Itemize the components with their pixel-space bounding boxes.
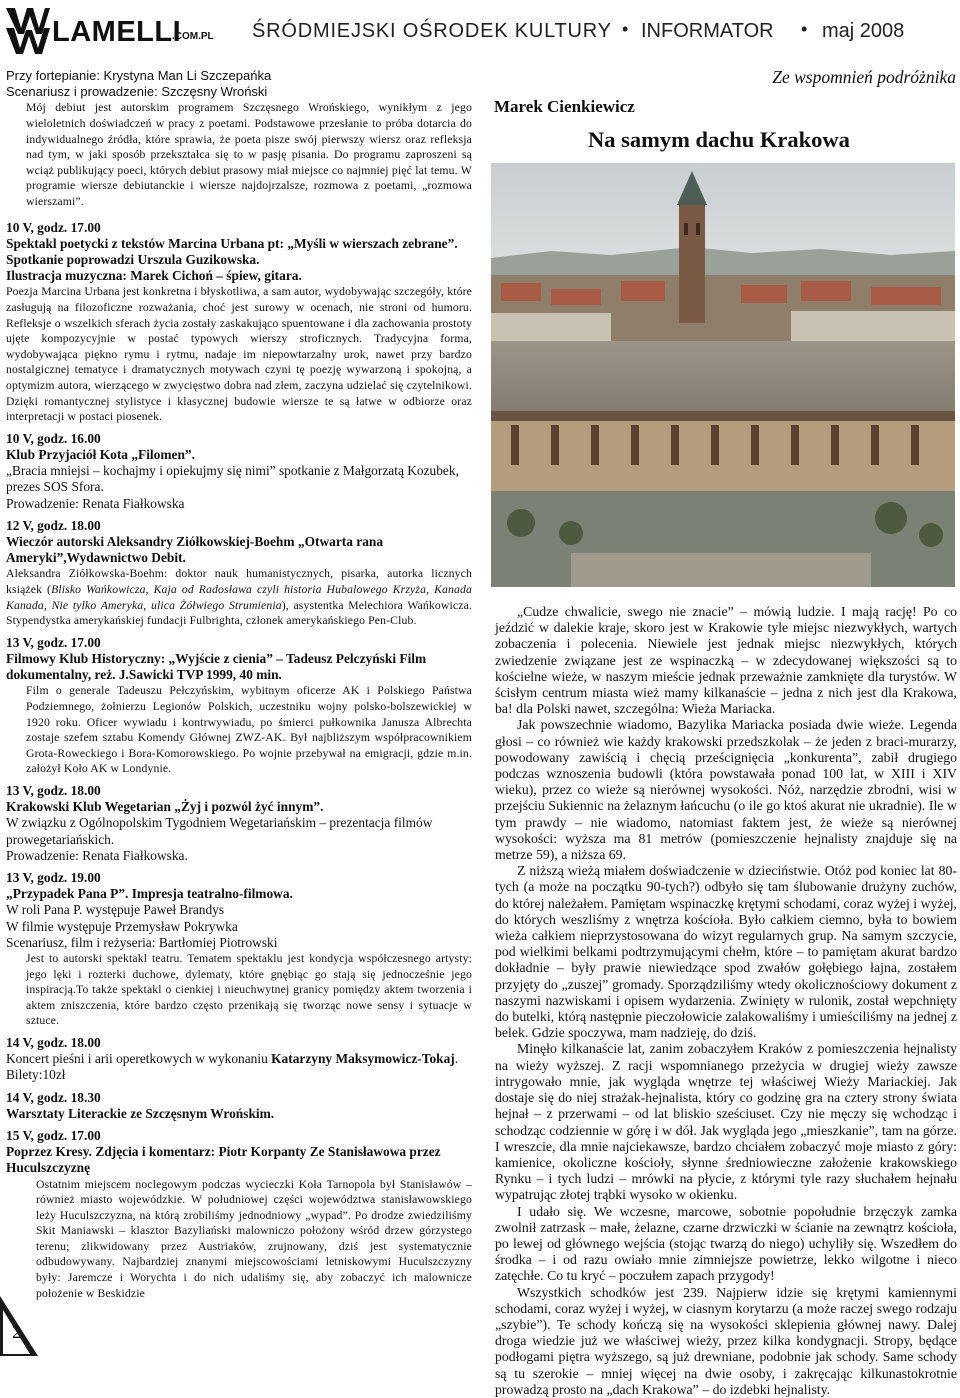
event-date: 14 V, godz. 18.00 (6, 1034, 101, 1050)
event-date: 13 V, godz. 18.00 (6, 782, 101, 798)
article-paragraph: „Cudze chwalicie, swego nie znacie” – mówią ludzie. I mają rację! Po co jeździć w dalekie kraje, skoro jest w Krakowie tyle miejsc niezwykłych, wartych zobaczenia i polecenia. Niewiele jest jednak miejsc niezwykłych, których zwiedzenie związane jest ze wspinaczką – w zdecydowanej większości są to kościelne wieże, w naszym mieście jednak przeważnie zamknięte dla turystów. W ścisłym centrum miasta wież mamy kilkanaście – jedna z nich jest dla Krakowa, ba! dla Polski nawet, szczególna: Wieża Mariacka. (495, 604, 957, 717)
event-date: 12 V, godz. 18.00 (6, 517, 101, 533)
lamelli-logo (6, 6, 224, 54)
event-cast: W filmie występuje Przemysław Pokrywka (6, 918, 238, 934)
event-title: Warsztaty Literackie ze Szczęsnym Wrońskim. (6, 1105, 275, 1121)
event-description: Aleksandra Ziółkowska-Boehm: doktor nauk humanistycznych, pisarka, autorka licznych książek (Blisko Wańkowicza, Kaja od Radosława czyli historia Hubalowego Krzyża, Kanada Kanada, Nie tylko Ameryka, ulica Żółwiego Strumienia), asystentka Melechiora Wańkowicza. Stypendystka amerykańskiej fundacji Fulbrighta, członek amerykańskiego Pen-Club. (6, 567, 472, 628)
issue-date: maj 2008 (822, 20, 905, 42)
event-description: W związku z Ogólnopolskim Tygodniem Wegetariańskim – prezentacja filmów prowegetariańskich. (6, 815, 433, 847)
event-date: 10 V, godz. 16.00 (6, 430, 101, 446)
event-title: „Przypadek Pana P”. Impresja teatralno-filmowa. (6, 886, 293, 902)
event-title: Krakowski Klub Wegetarian „Żyj i pozwól żyć innym”. (6, 799, 324, 815)
event-description: Ostatnim miejscem noclegowym podczas wycieczki Koła Tarnopola był Stanisławów – również miasto wojewódzkie. W południowej części województwa stanisławowskiego leży Huculszczyzna, na którą zrobiliśmy jednodniowy „wypad”. Po drodze zwiedziliśmy Skit Maniawski – klasztor Bazyliański malowniczo położony wśród drzew górzystego terenu; zlikwidowany przez Austriaków, zrujnowany, dziś jest systematycznie odbudowywany. Najbardziej znanymi miejscowościami letniskowymi Huculszczyzny były: Jaremcze i Worychta i do nich udaliśmy się, aby zobaczyć ich malownicze położenie w Beskidzie (36, 1177, 472, 1300)
event-date: 15 V, godz. 17.00 (6, 1127, 101, 1143)
event-date: 13 V, godz. 19.00 (6, 869, 101, 885)
event-description: „Bracia mniejsi – kochajmy i opiekujmy się nimi” spotkanie z Małgorzatą Kozubek, prezes SOS Sfora. (6, 463, 459, 495)
performer-name: Katarzyny Maksymowicz-Tokaj (271, 1051, 455, 1067)
publication-title: ŚRÓDMIEJSKI OŚRODEK KULTURY (252, 20, 612, 42)
event-music: Ilustracja muzyczna: Marek Cichoń – śpiew, gitara. (6, 268, 302, 284)
krakow-aerial-image (491, 163, 955, 587)
brand-domain: .COM.PL (172, 31, 214, 42)
event-host: Prowadzenie: Renata Fiałkowska. (6, 847, 188, 863)
header-separator: • (801, 19, 808, 39)
events-column (6, 68, 472, 1301)
event-title: Wieczór autorski Aleksandry Ziółkowskiej-Boehm „Otwarta rana Ameryki”,Wydawnictwo Debit. (6, 533, 384, 566)
event-description: Poezja Marcina Urbana jest konkretna i błyskotliwa, a sam autor, wydobywając szczegóły, które zasługują na filozoficzne rozważania, choć jest surowy w ocenach, nie stroni od humoru. Refleksje o wszelkich sferach życia zostały zaskakująco spuentowane i dla zachowania prostoty ujęte kompozycyjnie w postać typowych wierszy stroficznych. Tradycyjna forma, wydobywająca piękno rymu i rytmu, nadaje im niepowtarzalny urok, nawet przy bardzo nostalgicznej tematyce i dramatycznych motywach czyni tę poezję wywarzoną i spokojną, a optymizm autora, wierzącego w zwycięstwo dobra nad złem, zaczyna udzielać się czytelnikowi. Dzięki romantycznej stylistyce i klasycznej budowie wiersze te są łatwe w odbiorze oraz interpretacji w postaci piosenek. (6, 285, 472, 424)
article-title: Na samym dachu Krakowa (588, 127, 850, 152)
article-paragraph: Wszystkich schodków jest 239. Najpierw idzie się krętymi kamiennymi schodami, coraz wyżej i wyżej, w ciasnym korytarzu (a może raczej swego rodzaju „szybie”). Te schody kończą się na wysokości sklepienia głównej nawy. Dalej droga wiedzie już we właściwej wieży, przez kilka kondygnacji. Stropy, będące podłogami piętra wyższego, są już drewniane, podobnie jak schody. Same schody są tu szerokie – mniej więcej na dwie osoby, i zakręcając kilkunastokrotnie prowadzą prosto na „dach Krakowa” – do izdebki hejnalisty. (495, 1284, 957, 1397)
article-paragraph: Minęło kilkanaście lat, zanim zobaczyłem Kraków z pomieszczenia hejnalisty na wieży wyższej. Z racji wspomnianego przeżycia w drugiej wieży zawsze intrygowało mnie, jak wygląda wnętrze tej właściwej Wieży Mariackiej. Jak dostaje się do niej strażak-hejnalista, który co godzinę gra na cztery strony świata hejnał – z przerwami – od lat bliskio sześciuset. Czy nie męczy się wchodząc i schodząc codziennie w górę i w dół. Jak wygląda jego „mieszkanie”, tam na górze. I wreszcie, dla mnie najciekawsze, bardzo chciałem zobaczyć moje miasto z góry: kamienice, okoliczne kościoły, słynne średniowieczne założenie krakowskiego Rynku – i tych ludzi – mrówki na płycie, z którymi tyle razy słuchałem hejnału wypatrując złotej trąbki wysoko w okienku. (495, 1041, 957, 1203)
event-description: Film o generale Tadeuszu Pełczyńskim, wybitnym oficerze AK i Polskiego Państwa Podziemnego, żołnierzu Legionów Polskich, uczestniku wojny polsko-bolszewickiej w 1920 roku. Oficer wywiadu i kontrwywiadu, po śmierci pułkownika Janusza Albrechta zostaje szefem sztabu Komendy Głównej ZWZ-AK. Był najbliższym współpracownikiem Grota-Roweckiego i Bora-Komorowskiego. Po wojnie przebywał na emigracji, gdzie m.in. założył Koło AK w Londynie. (26, 684, 472, 776)
column-label: Ze wspomnień podróżnika (772, 67, 956, 87)
event-date: 10 V, godz. 17.00 (6, 219, 101, 235)
event-cast: W roli Pana P. występuje Paweł Brandys (6, 902, 225, 918)
intro-description: Mój debiut jest autorskim programem Szczęsnego Wrońskiego, wynikłym z jego wieloletnich doświadczeń w pracy z poetami. Podstawowe przesłanie to próba dotarcia do indywidualnego źródła, które sprawia, że poeta pisze swój pierwszy wiersz oraz refleksja nad tym, w jaki sposób przekształca się to w pasję pisania. Do programu zaproszeni są wciąż publikujący poeci, których debiut prasowy miał miejsce co najmniej pięć lat temu. W programie wiersze debiutanckie i wiersze najdojrzalsze, rozmowa z poetami, „rozmowa wierszami”. (26, 101, 472, 208)
article-paragraph: I udało się. We wczesne, marcowe, sobotnie popołudnie brzęczyk zamka zwolnił zatrzask – małe, żelazne, czarne drzwiczki w ścianie na zewnątrz kościoła, po lewej od głównego wejścia (stojąc twarzą do niego) uchyliły się. Wszedłem do środka – i od razu owiało mnie zimniejsze powietrze, lekko wilgotne i nieco zatęchłe. Co tu kryć – poczułem zapach przygody! (495, 1203, 957, 1284)
event-date: 13 V, godz. 17.00 (6, 634, 101, 650)
intro-script: Scenariusz i prowadzenie: Szczęsny Wroński (6, 84, 268, 100)
lamelli-w-icon (6, 6, 50, 54)
intro-piano: Przy fortepianie: Krystyna Man Li Szczepańka (6, 68, 272, 83)
brand-name: LAMELLI (52, 16, 182, 48)
event-date: 14 V, godz. 18.30 (6, 1089, 101, 1105)
page-number: 2 (12, 1322, 22, 1343)
page-number-block (0, 1296, 38, 1356)
page-header (0, 0, 960, 62)
article-paragraph: Z niższą wieżą miałem doświadczenie w dzieciństwie. Otóż pod koniec lat 80-tych (a może na początku 90-tych?) odbyło się tam ślubowanie drużyny zuchów, do której należałem. Pamiętam wspinaczkę krętymi schodami, coraz wyżej i wyżej, do których weszliśmy z wnętrza kościoła. Było całkiem ciemno, była to bowiem wieża całkiem nieprzystosowana do wizyt regularnych grup. Na samym szczycie, pod wielkimi belkami podtrzymującymi chełm, które – to pamiętam akurat bardzo dokładnie – były prawie niewiedzące spod zwałów gołębiego łajna, zostałem przyjęty do „zuszej” gromady. Sporządziliśmy wtedy okolicznościowy dokument z naszymi nazwiskami i opisem wydarzenia. Zwinięty w rulonik, został wepchnięty do butelki, którą następnie pieczołowicie zalakowaliśmy i umieściliśmy na jednej z belek. Gdzie spoczywa, mam nadzieję, do dziś. (495, 863, 957, 1041)
book-titles: Blisko Wańkowicza, Kaja od Radosława czyli historia Hubalowego Krzyża, Kanada Kanada, Nie tylko Ameryka, ulica Żółwiego Strumienia (6, 582, 472, 612)
event-description: Koncert pieśni i arii operetkowych w wykonaniu Katarzyny Maksymowicz-Tokaj. Bilety:10zł (6, 1051, 459, 1083)
header-separator: • (622, 19, 629, 39)
article-paragraph: Jak powszechnie wiadomo, Bazylika Mariacka posiada dwie wieże. Legenda głosi – co również wie każdy krakowski przedszkolak – że jeden z braci-murarzy, powodowany zawiścią i chęcią prześcignięcia „konkurenta”, zabił drugiego podczas wznoszenia budowli (która powstawała ponad 100 lat, w XIII i XIV wieku), przez co wieże są nierównej wysokości. Nóż, narzędzie zbrodni, wisi w przejściu Sukiennic na żelaznym łańcuchu (o ile go ktoś akurat nie ukradnie). Ile w tym prawdy – nie wiadomo, natomiast faktem jest, że wieże są nierównej wysokości: wyższa ma 81 metrów (pomieszczenie hejnalisty znajduje się na metrze 59), a niższa 69. (495, 717, 957, 863)
event-title: Filmowy Klub Historyczny: „Wyjście z cienia” – Tadeusz Pelczyński Film dokumentalny, reż. J.Sawicki TVP 1999, 40 min. (6, 650, 427, 683)
event-title: Poprzez Kresy. Zdjęcia i komentarz: Piotr Korpanty Ze Stanisławowa przez Huculszczyznę (6, 1144, 441, 1176)
event-title: Klub Przyjaciół Kota „Filomen”. (6, 446, 195, 462)
article-body (495, 604, 957, 1398)
section-name: INFORMATOR (641, 20, 774, 42)
event-title: Spektakl poetycki z tekstów Marcina Urbana pt: „Myśli w wierszach zebrane”. Spotkanie poprowadzi Urszula Guzikowska. (6, 235, 458, 267)
event-host: Prowadzenie: Renata Fiałkowska (6, 495, 185, 511)
article-author: Marek Cienkiewicz (494, 97, 635, 116)
event-credits: Scenariusz, film i reżyseria: Bartłomiej Piotrowski (6, 934, 278, 950)
krakow-photo (491, 163, 955, 587)
event-description: Jest to autorski spektakl teatru. Tematem spektaklu jest kondycja współczesnego artysty: jego lęki i rozterki duchowe, dylematy, które gnębiąc go stają się jednocześnie jego inspiracją.To także spektakl o cienkiej i nieuchwytnej granicy pomiędzy aktem tworzenia i aktem zniszczenia, które bardzo często przenikają się tworząc nowe sensy i sytuacje w sztuce. (26, 951, 472, 1028)
